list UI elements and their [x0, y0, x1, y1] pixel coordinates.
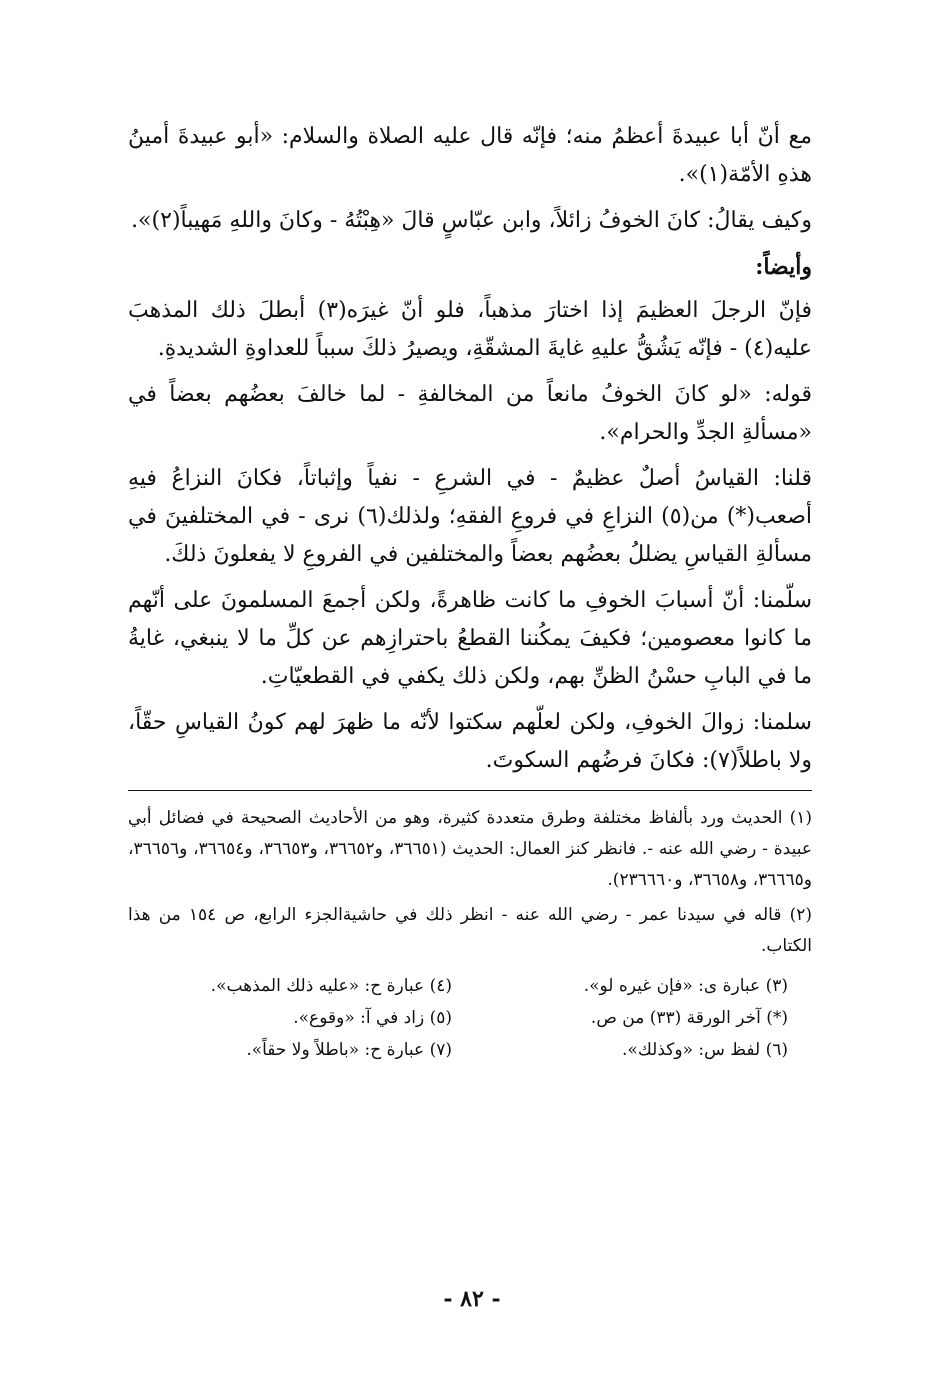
- paragraph-1: مع أنّ أبا عبيدةَ أعظمُ منه؛ فإنّه قال عليه الصلاة والسلام: «أبو عبيدةَ أمينُ هذهِ الأمّة(١)».: [128, 124, 812, 187]
- section-heading: وأيضاً:: [755, 254, 812, 280]
- footnote-3: (٣) عبارة ى: «فإن غيره لو».: [583, 976, 788, 996]
- footnotes: [128, 803, 812, 1064]
- footnote-2: (٢) قاله في سيدنا عمر - رضي الله عنه - انظر ذلك في حاشيةالجزء الرابع، ص ١٥٤ من هذا الكتاب.: [128, 905, 812, 956]
- footnote-divider: [128, 790, 812, 791]
- paragraph-3: فإنّ الرجلَ العظيمَ إذا اختارَ مذهباً، فلو أنّ غيرَه(٣) أبطلَ ذلك المذهبَ عليه(٤) - فإنّه يَشُقُّ عليهِ غايةَ المشقّةِ، ويصيرُ ذلكَ سبباً للعداوةِ الشديدةِ.: [128, 298, 812, 361]
- main-text: [128, 118, 812, 780]
- footnote-5: (٥) زاد في آ: «وقوع».: [293, 1008, 452, 1028]
- footnote-1: (١) الحديث ورد بألفاظ مختلفة وطرق متعددة كثيرة، وهو من الأحاديث الصحيحة في فضائل أبي عبيدة - رضي الله عنه -. فانظر كنز العمال: الحديث (٣٦٦٥١، و٣٦٦٥٢، و٣٦٦٥٣، و٣٦٦٥٤، و٣٦٦٥٦، و٣٦٦٦٥، و٣٦٦٥٨، و٢٣٦٦٦٠).: [128, 808, 812, 890]
- short-footnotes: [128, 972, 812, 1064]
- paragraph-5: قلنا: القياسُ أصلٌ عظيمٌ - في الشرعِ - نفياً وإثباتاً، فكانَ النزاعُ فيهِ أصعب(*) من(٥) النزاعِ في فروعِ الفقهِ؛ ولذلك(٦) نرى - في المختلفينَ في مسألةِ القياسِ يضللُ بعضُهم بعضاً والمختلفين في الفروعِ لا يفعلونَ ذلكَ.: [128, 466, 812, 567]
- footnote-4: (٤) عبارة ح: «عليه ذلك المذهب».: [210, 976, 452, 996]
- page-number: - ٨٢ -: [443, 1286, 501, 1312]
- page-content: [128, 118, 812, 1064]
- paragraph-6: سلّمنا: أنّ أسبابَ الخوفِ ما كانت ظاهرةً، ولكن أجمعَ المسلمونَ على أنّهم ما كانوا معصومين؛ فكيفَ يمكُننا القطعُ باحترازِهم عن كلِّ ما لا ينبغي، غايةُ ما في البابِ حسْنُ الظنِّ بهم، ولكن ذلك يكفي في القطعيّاتِ.: [128, 588, 812, 689]
- paragraph-2: وكيف يقالُ: كانَ الخوفُ زائلاً، وابن عبّاسٍ قالَ «هِبْتُهُ - وكانَ واللهِ مَهيباً(٢)».: [131, 208, 812, 233]
- footnote-6: (٦) لفظ س: «وكذلك».: [622, 1040, 788, 1060]
- paragraph-7: سلمنا: زوالَ الخوفِ، ولكن لعلّهم سكتوا لأنّه ما ظهرَ لهم كونُ القياسِ حقّاً، ولا باطلاً(٧): فكانَ فرضُهم السكوتَ.: [128, 710, 812, 773]
- footnote-7: (٧) عبارة ح: «باطلاً ولا حقاً».: [246, 1040, 452, 1060]
- footnote-star: (*) آخر الورقة (٣٣) من ص.: [590, 1008, 788, 1028]
- paragraph-4: قوله: «لو كانَ الخوفُ مانعاً من المخالفةِ - لما خالفَ بعضُهم بعضاً في «مسألةِ الجدِّ والحرام».: [128, 382, 812, 445]
